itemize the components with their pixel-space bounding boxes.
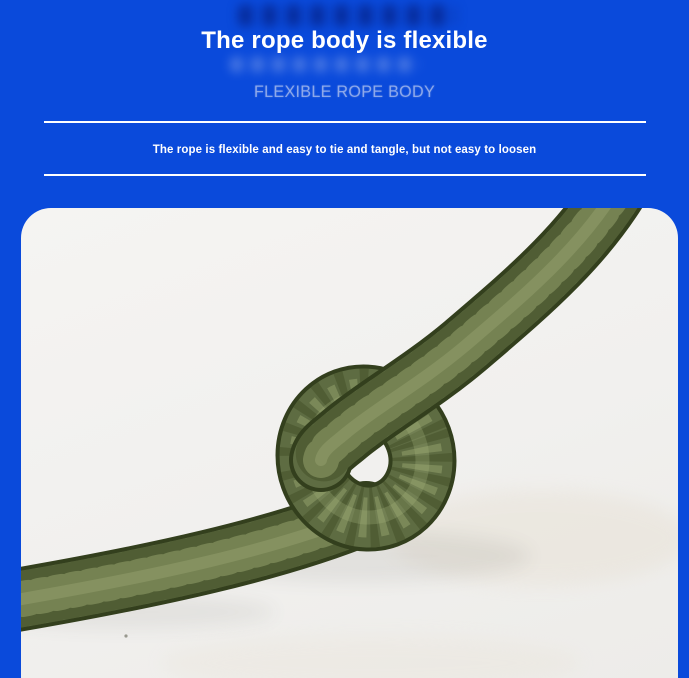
- rope-incoming-segment: [321, 208, 625, 460]
- page-subtitle: FLEXIBLE ROPE BODY: [253, 82, 436, 101]
- caption-text: The rope is flexible and easy to tie and tangle, but not easy to loosen: [152, 144, 537, 156]
- blurred-text-artifact-top: [238, 5, 456, 26]
- product-photo-panel: [21, 208, 678, 678]
- divider-line-bottom: [44, 174, 646, 176]
- page-title: The rope body is flexible: [201, 27, 488, 54]
- divider-line-top: [44, 121, 646, 123]
- hero-section: [0, 0, 689, 208]
- blurred-text-artifact-middle: [230, 57, 420, 72]
- rope-knot-photo: [21, 208, 678, 678]
